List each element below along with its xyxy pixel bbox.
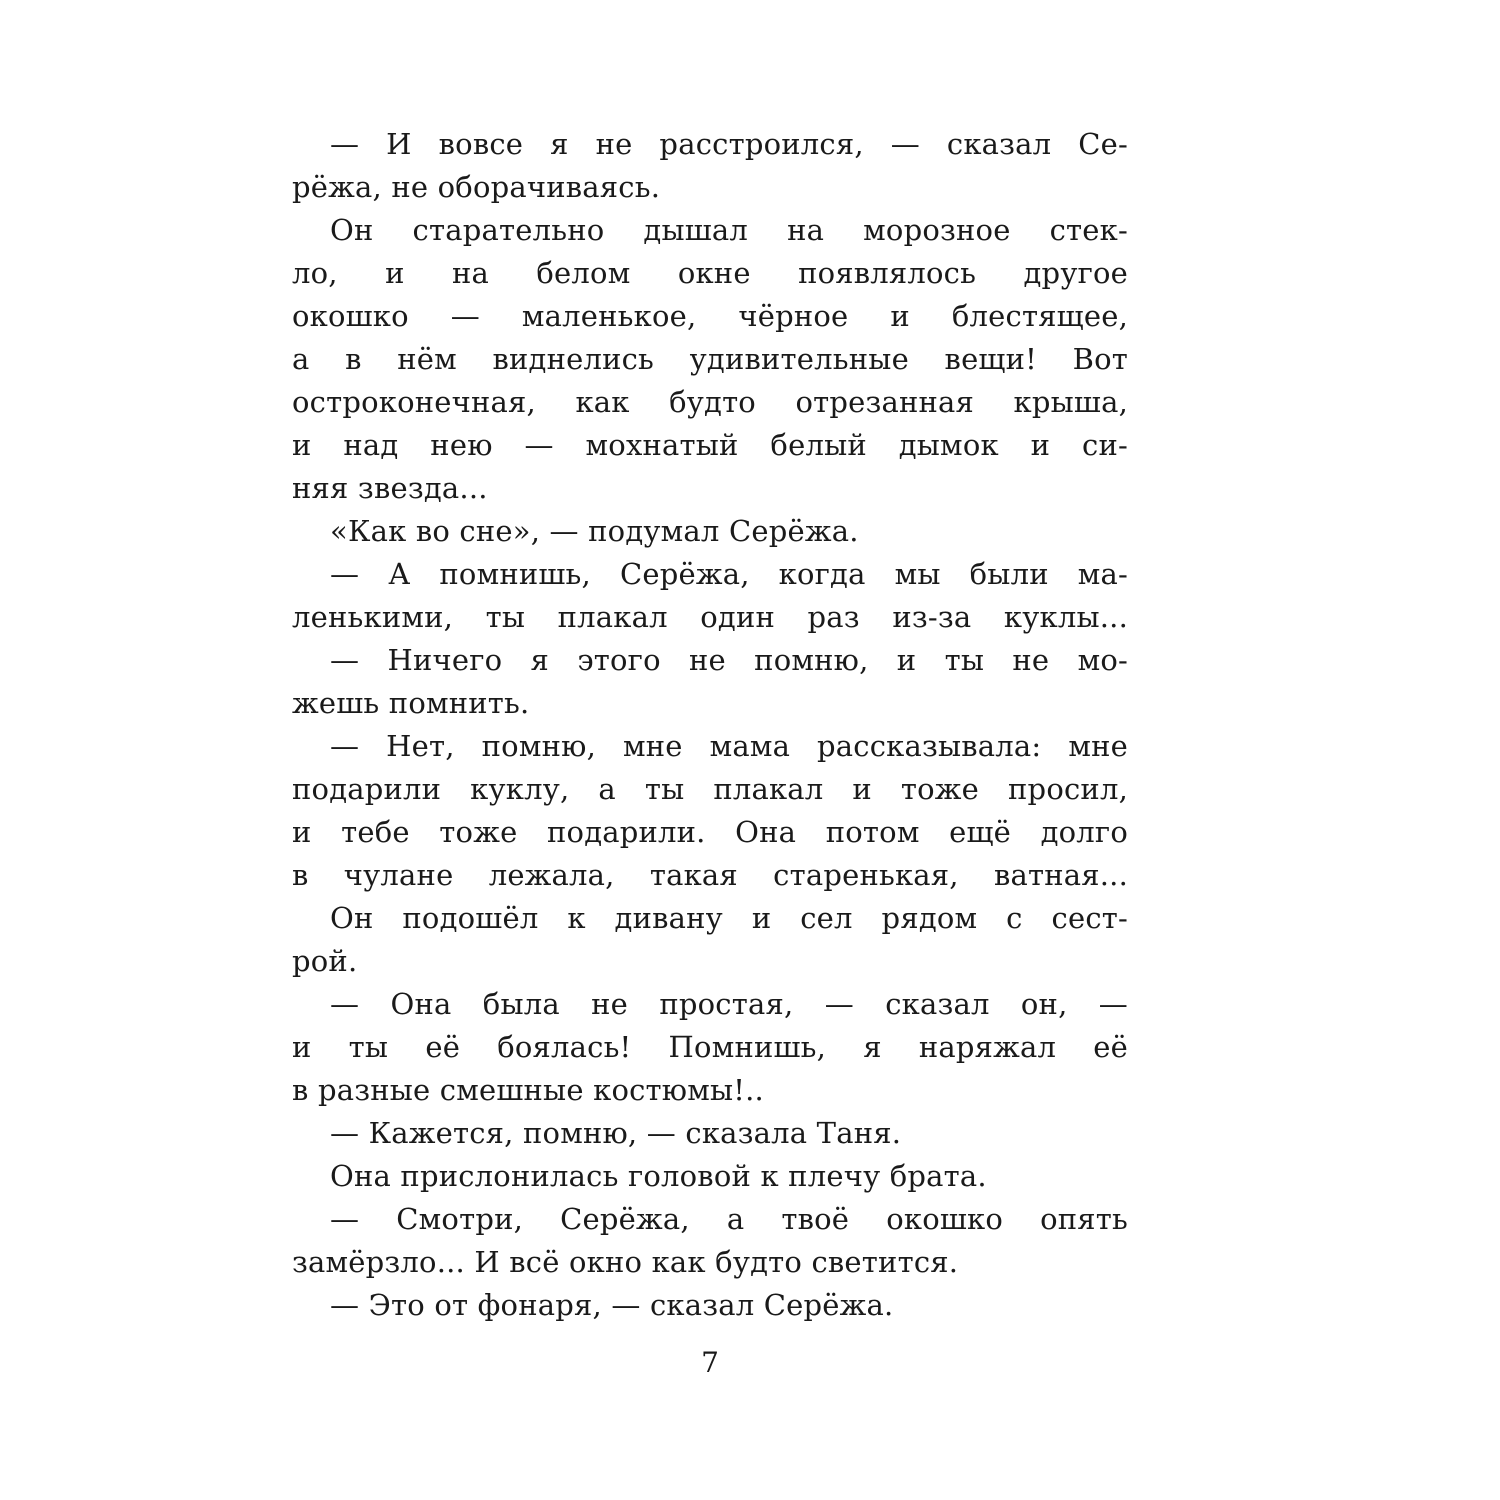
text-line-5: окошко — маленькое, чёрное и блестящее, xyxy=(292,299,1128,333)
text-line-8: и над нею — мохнатый белый дымок и си- xyxy=(292,428,1128,462)
text-line-6: а в нём виднелись удивительные вещи! Вот xyxy=(292,342,1128,376)
text-line-19: Он подошёл к дивану и сел рядом с сест- xyxy=(330,901,1128,935)
page-number: 7 xyxy=(701,1346,719,1379)
text-line-4: ло, и на белом окне появлялось другое xyxy=(292,256,1128,290)
text-line-24: — Кажется, помню, — сказала Таня. xyxy=(330,1116,902,1150)
text-line-7: остроконечная, как будто отрезанная крыша, xyxy=(292,385,1128,419)
body-text xyxy=(292,123,1128,1327)
text-line-12: ленькими, ты плакал один раз из-за куклы... xyxy=(292,600,1128,634)
text-line-20: рой. xyxy=(292,944,358,978)
text-line-16: подарили куклу, а ты плакал и тоже просил, xyxy=(292,772,1128,806)
text-line-28: — Это от фонаря, — сказал Серёжа. xyxy=(330,1288,894,1322)
text-line-3: Он старательно дышал на морозное стек- xyxy=(330,213,1128,247)
text-line-14: жешь помнить. xyxy=(292,686,530,720)
text-line-18: в чулане лежала, такая старенькая, ватная... xyxy=(292,858,1128,892)
text-line-23: в разные смешные костюмы!.. xyxy=(292,1073,764,1107)
text-line-10: «Как во сне», — подумал Серёжа. xyxy=(330,514,859,548)
text-line-1: — И вовсе я не расстроился, — сказал Се- xyxy=(330,127,1128,161)
text-line-21: — Она была не простая, — сказал он, — xyxy=(330,987,1128,1021)
text-line-2: рёжа, не оборачиваясь. xyxy=(292,170,661,204)
text-line-25: Она прислонилась головой к плечу брата. xyxy=(330,1159,987,1193)
text-line-17: и тебе тоже подарили. Она потом ещё долго xyxy=(292,815,1128,849)
text-line-22: и ты её боялась! Помнишь, я наряжал её xyxy=(292,1030,1128,1064)
text-line-13: — Ничего я этого не помню, и ты не мо- xyxy=(330,643,1128,677)
text-line-9: няя звезда... xyxy=(292,471,488,505)
text-line-26: — Смотри, Серёжа, а твоё окошко опять xyxy=(330,1202,1128,1236)
text-line-27: замёрзло... И всё окно как будто светится. xyxy=(292,1245,959,1279)
text-line-11: — А помнишь, Серёжа, когда мы были ма- xyxy=(330,557,1128,591)
text-line-15: — Нет, помню, мне мама рассказывала: мне xyxy=(330,729,1128,763)
